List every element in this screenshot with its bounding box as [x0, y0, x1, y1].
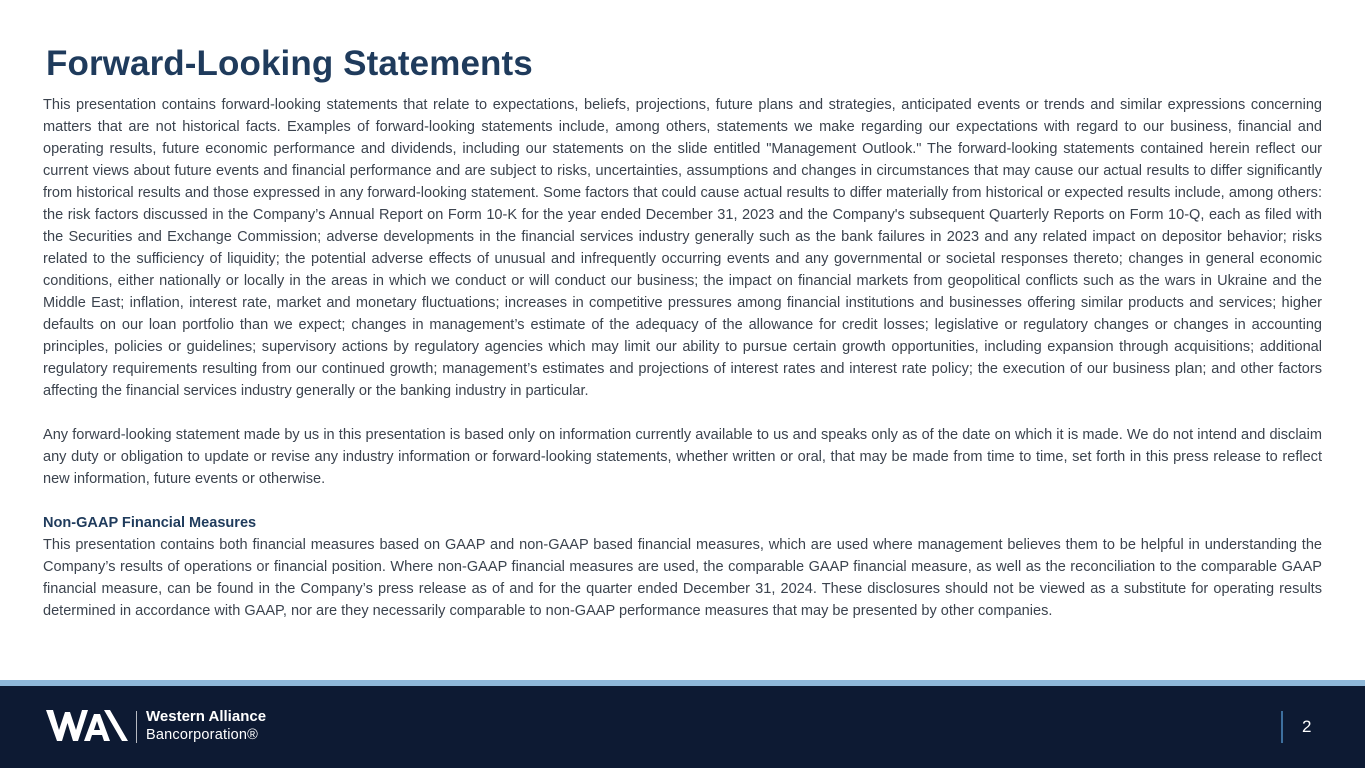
- forward-looking-paragraph: This presentation contains forward-looking statements that relate to expectations, beliefs, projections, future plans and strategies, anticipated events or trends and similar expressions concerning matters that are not historical facts. Examples of forward-looking statements include, among others, statements we make regarding our expectations with regard to our business, financial and operating results, future economic performance and dividends, including our statements on the slide entitled "Management Outlook." The forward-looking statements contained herein reflect our current views about future events and financial performance and are subject to risks, uncertainties, assumptions and changes in circumstances that may cause our actual results to differ significantly from historical results and those expressed in any forward-looking statement. Some factors that could cause actual results to differ materially from historical or expected results include, among others: the risk factors discussed in the Company’s Annual Report on Form 10-K for the year ended December 31, 2023 and the Company's subsequent Quarterly Reports on Form 10-Q, each as filed with the Securities and Exchange Commission; adverse developments in the financial services industry generally such as the bank failures in 2023 and any related impact on depositor behavior; risks related to the sufficiency of liquidity; the potential adverse effects of unusual and infrequently occurring events and any governmental or societal responses thereto; changes in general economic conditions, either nationally or locally in the areas in which we conduct or will conduct our business; the impact on financial markets from geopolitical conflicts such as the wars in Ukraine and the Middle East; inflation, interest rate, market and monetary fluctuations; increases in competitive pressures among financial institutions and businesses offering similar products and services; higher defaults on our loan portfolio than we expect; changes in management’s estimate of the adequacy of the allowance for credit losses; legislative or regulatory changes or changes in accounting principles, policies or guidelines; supervisory actions by regulatory agencies which may limit our ability to pursue certain growth opportunities, including expansion through acquisitions; additional regulatory requirements resulting from our continued growth; management’s estimates and projections of interest rates and interest rate policy; the execution of our business plan; and other factors affecting the financial services industry generally or the banking industry in particular.: [43, 97, 1322, 399]
- page-title: Forward-Looking Statements: [46, 44, 533, 83]
- non-gaap-paragraph: This presentation contains both financial measures based on GAAP and non-GAAP based financial measures, which are used where management believes them to be helpful in understanding the Company’s results of operations or financial position. Where non-GAAP financial measures are used, the comparable GAAP financial measure, as well as the reconciliation to the comparable GAAP financial measure, can be found in the Company’s press release as of and for the quarter ended December 31, 2024. These disclosures should not be viewed as a substitute for operating results determined in accordance with GAAP, nor are they necessarily comparable to non-GAAP performance measures that may be presented by other companies.: [43, 537, 1322, 619]
- disclaimer-body: [43, 94, 1322, 622]
- disclaimer-paragraph: Any forward-looking statement made by us in this presentation is based only on information currently available to us and speaks only as of the date on which it is made. We do not intend and disclaim any duty or obligation to update or revise any industry information or forward-looking statements, whether written or oral, that may be made from time to time, set forth in this press release to reflect new information, future events or otherwise.: [43, 427, 1322, 487]
- brand-name: Western Alliance: [146, 708, 267, 725]
- footer-bar: [0, 686, 1365, 768]
- page-number-divider: [1281, 711, 1283, 743]
- western-alliance-logo-icon: [46, 710, 128, 742]
- non-gaap-heading: Non-GAAP Financial Measures: [43, 515, 257, 531]
- logo-divider: [136, 711, 137, 743]
- page-number: 2: [1302, 717, 1312, 736]
- brand-subname: Bancorporation®: [146, 727, 259, 743]
